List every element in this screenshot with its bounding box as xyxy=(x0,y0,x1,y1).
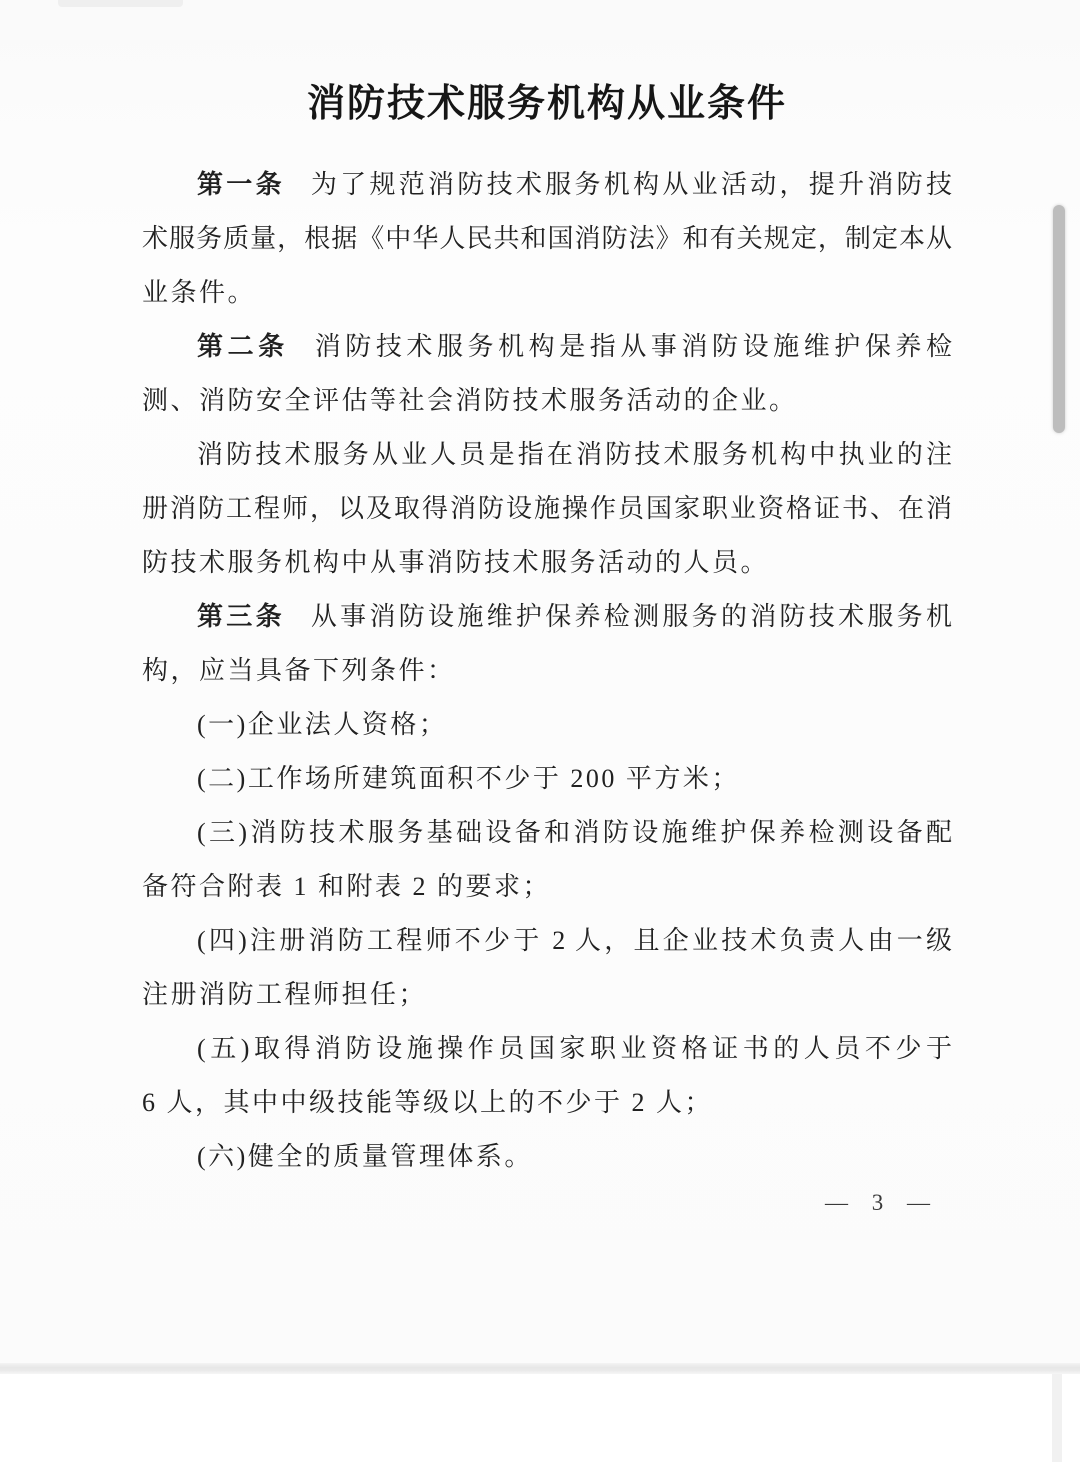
document-line xyxy=(142,320,952,374)
line-text: 6 人，其中中级技能等级以上的不少于 2 人； xyxy=(142,1088,714,1117)
document-line xyxy=(142,482,952,536)
line-text: 消防技术服务从业人员是指在消防技术服务机构中执业的注 xyxy=(197,440,952,469)
line-text: (五)取得消防设施操作员国家职业资格证书的人员不少于 xyxy=(197,1034,952,1063)
document-line xyxy=(142,1022,952,1076)
line-text: 册消防工程师，以及取得消防设施操作员国家职业资格证书、在消 xyxy=(142,494,952,523)
line-text: 消防技术服务机构是指从事消防设施维护保养检 xyxy=(314,332,952,361)
line-text: 构，应当具备下列条件： xyxy=(142,656,456,685)
line-text: 防技术服务机构中从事消防技术服务活动的人员。 xyxy=(142,548,770,577)
article-number: 第三条 xyxy=(197,602,285,631)
document-lines xyxy=(142,158,952,1184)
page-break-line xyxy=(0,1363,1080,1374)
line-text: 备符合附表 1 和附表 2 的要求； xyxy=(142,872,552,901)
article-number: 第一条 xyxy=(197,170,285,199)
document-line xyxy=(142,860,952,914)
page-title: 消防技术服务机构从业条件 xyxy=(306,83,787,125)
page-number: — 3 — xyxy=(825,1190,932,1215)
document-line xyxy=(142,212,952,266)
line-text: (六)健全的质量管理体系。 xyxy=(197,1142,533,1171)
document-line xyxy=(142,536,952,590)
document-line xyxy=(142,1130,952,1184)
document-line xyxy=(142,968,952,1022)
line-text: 为了规范消防技术服务机构从业活动，提升消防技 xyxy=(310,170,952,199)
document-line xyxy=(142,590,952,644)
document-line xyxy=(142,374,952,428)
document-line xyxy=(142,806,952,860)
document-line xyxy=(142,698,952,752)
document-line xyxy=(142,266,952,320)
document-line xyxy=(142,1076,952,1130)
document-line xyxy=(142,158,952,212)
line-text: 从事消防设施维护保养检测服务的消防技术服务机 xyxy=(310,602,952,631)
line-text: (一)企业法人资格； xyxy=(197,710,448,739)
line-text: 注册消防工程师担任； xyxy=(142,980,428,1009)
document-line xyxy=(142,644,952,698)
line-text: 术服务质量，根据《中华人民共和国消防法》和有关规定，制定本从 xyxy=(142,224,952,253)
line-text: 测、消防安全评估等社会消防技术服务活动的企业。 xyxy=(142,386,798,415)
line-text: (二)工作场所建筑面积不少于 200 平方米； xyxy=(197,764,740,793)
document-line xyxy=(142,752,952,806)
next-page-area xyxy=(0,1374,1080,1462)
line-text: 业条件。 xyxy=(142,278,257,307)
line-text: (四)注册消防工程师不少于 2 人，且企业技术负责人由一级 xyxy=(197,926,952,955)
page-edge-shadow xyxy=(1052,1374,1062,1462)
document-line xyxy=(142,428,952,482)
line-text: (三)消防技术服务基础设备和消防设施维护保养检测设备配 xyxy=(197,818,952,847)
document-line xyxy=(142,914,952,968)
scrollbar-thumb[interactable] xyxy=(1053,205,1065,433)
scan-smudge xyxy=(58,0,183,7)
article-number: 第二条 xyxy=(197,332,289,361)
